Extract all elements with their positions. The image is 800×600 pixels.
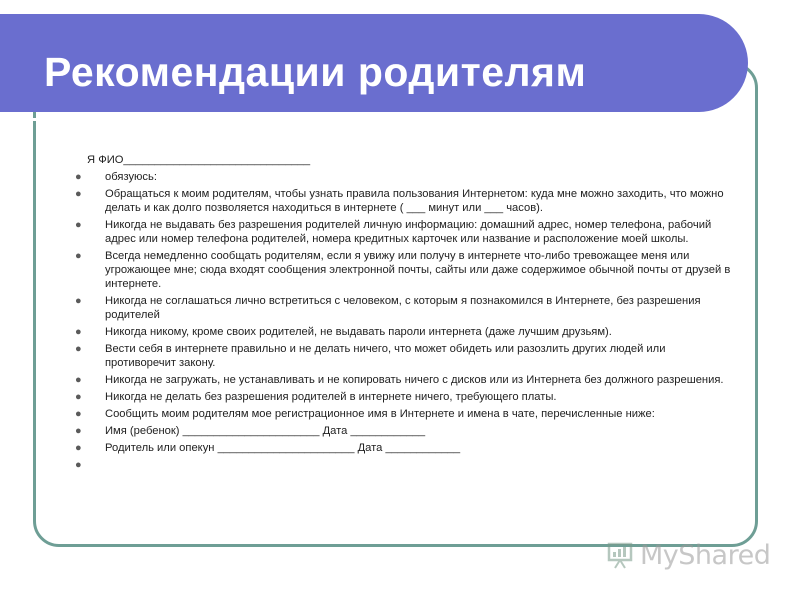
- bullet-icon: ●: [75, 442, 82, 454]
- list-item-text: Никогда не делать без разрешения родителей в интернете ничего, требующего платы.: [105, 391, 557, 403]
- list-item-text: Родитель или опекун ______________________ Дата ____________: [105, 442, 461, 454]
- list-item: [72, 407, 732, 421]
- bullet-icon: ●: [75, 250, 82, 262]
- watermark: [606, 537, 770, 573]
- list-item: [72, 187, 732, 215]
- bullet-icon: ●: [75, 459, 82, 471]
- list-item-text: Обращаться к моим родителям, чтобы узнать правила пользования Интернетом: куда мне можно заходить, что можно делать и как долго позволяется находиться в интернете ( ___ минут или ___ часов).: [105, 188, 724, 214]
- list-item-text: [105, 459, 108, 471]
- list-item-text: Всегда немедленно сообщать родителям, если я увижу или получу в интернете что-либо тревожащее меня или угрожающее мне; сюда входят сообщения электронной почты, сайты или даже содержимое обычной почты от друзей в интернете.: [105, 250, 731, 290]
- list-item-text: Никогда не выдавать без разрешения родителей личную информацию: домашний адрес, номер телефона, рабочий адрес или номер телефона родителей, номера кредитных карточек или название и расположение моей школы.: [105, 219, 712, 245]
- bullet-list: [72, 170, 732, 472]
- list-item-text: обязуюсь:: [105, 171, 157, 183]
- title-underline: [0, 118, 706, 121]
- list-item-text: Никогда никому, кроме своих родителей, не выдавать пароли интернета (даже лучшим друзьям).: [105, 326, 612, 338]
- bullet-icon: ●: [75, 295, 82, 307]
- list-item: [72, 294, 732, 322]
- bullet-icon: ●: [75, 188, 82, 200]
- list-item: [72, 218, 732, 246]
- list-item-text: Имя (ребенок) ______________________ Дата ____________: [105, 425, 426, 437]
- bullet-icon: ●: [75, 171, 82, 183]
- list-item-text: Сообщить моим родителям мое регистрационное имя в Интернете и имена в чате, перечисленные ниже:: [105, 408, 655, 420]
- list-item-text: Никогда не соглашаться лично встретиться с человеком, с которым я познакомился в Интернете, без разрешения родителей: [105, 295, 701, 321]
- presentation-board-icon: [606, 540, 636, 570]
- bullet-icon: ●: [75, 425, 82, 437]
- list-item: [72, 373, 732, 387]
- watermark-text: MyShared: [640, 539, 771, 571]
- title-bar: [0, 14, 748, 112]
- list-item: [72, 424, 732, 438]
- list-item: [72, 249, 732, 291]
- list-item: [72, 170, 732, 184]
- list-item-text: Никогда не загружать, не устанавливать и не копировать ничего с дисков или из Интернета без должного разрешения.: [105, 374, 724, 386]
- list-item: [72, 325, 732, 339]
- list-item-text: Вести себя в интернете правильно и не делать ничего, что может обидеть или разозлить других людей или противоречит закону.: [105, 343, 666, 369]
- list-item: [72, 342, 732, 370]
- bullet-icon: ●: [75, 374, 82, 386]
- bullet-icon: ●: [75, 219, 82, 231]
- list-item: [72, 458, 732, 472]
- slide-content: [72, 153, 732, 475]
- bullet-icon: ●: [75, 343, 82, 355]
- fio-line: Я ФИО______________________________: [87, 154, 311, 166]
- list-item: [72, 441, 732, 455]
- bullet-icon: ●: [75, 326, 82, 338]
- slide-title: Рекомендации родителям: [44, 49, 587, 95]
- list-item: [72, 390, 732, 404]
- bullet-icon: ●: [75, 408, 82, 420]
- bullet-icon: ●: [75, 391, 82, 403]
